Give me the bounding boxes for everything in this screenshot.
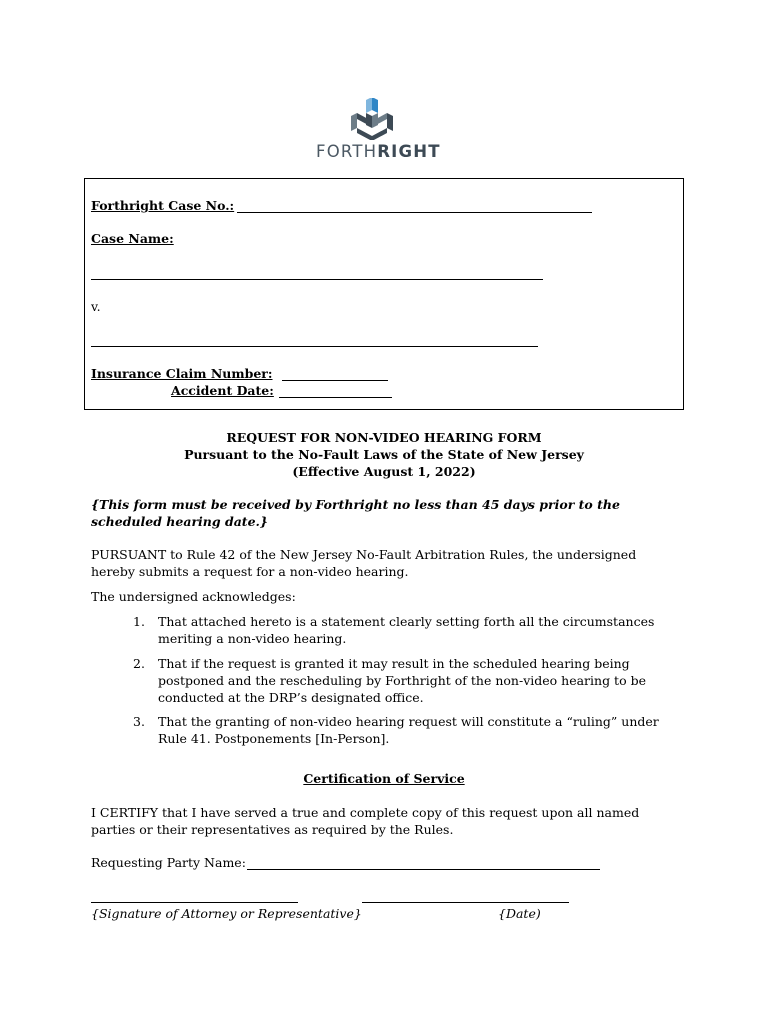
certify-line2: parties or their representatives as required by the Rules. [91,822,454,837]
accident-date-field[interactable] [279,397,392,398]
forthright-wordmark: FORTHRIGHT [316,142,441,161]
plaintiff-name-field[interactable] [91,279,543,280]
case-no-label: Forthright Case No.: [91,198,235,213]
certification-title: Certification of Service [303,771,465,786]
defendant-name-field[interactable] [91,346,538,347]
requesting-party-label: Requesting Party Name: [91,855,246,870]
forthright-logo-icon [349,98,395,140]
case-no-field[interactable] [237,212,592,213]
intro-line2: hereby submits a request for a non-video hearing. [91,564,409,579]
requesting-party-field[interactable] [247,869,600,870]
signature-field[interactable] [91,902,298,903]
deadline-notice-line1: {This form must be received by Forthright no less than 45 days prior to the [91,497,620,512]
date-field[interactable] [362,902,569,903]
date-label: {Date) [498,906,541,921]
form-subtitle: Pursuant to the No-Fault Laws of the State of New Jersey [184,447,584,462]
claim-number-label: Insurance Claim Number: [91,366,273,381]
intro-line1: PURSUANT to Rule 42 of the New Jersey No-Fault Arbitration Rules, the undersigned [91,547,637,562]
certify-line1: I CERTIFY that I have served a true and complete copy of this request upon all named [91,805,640,820]
claim-number-field[interactable] [282,380,388,381]
acknowledges-text: The undersigned acknowledges: [91,589,296,604]
effective-date: (Effective August 1, 2022) [292,464,476,479]
case-name-label: Case Name: [91,231,174,246]
signature-label: {Signature of Attorney or Representative} [91,906,362,921]
form-title: REQUEST FOR NON-VIDEO HEARING FORM [226,430,542,445]
accident-date-label: Accident Date: [171,383,274,398]
deadline-notice-line2: scheduled hearing date.} [91,514,268,529]
versus-text: v. [91,299,101,314]
